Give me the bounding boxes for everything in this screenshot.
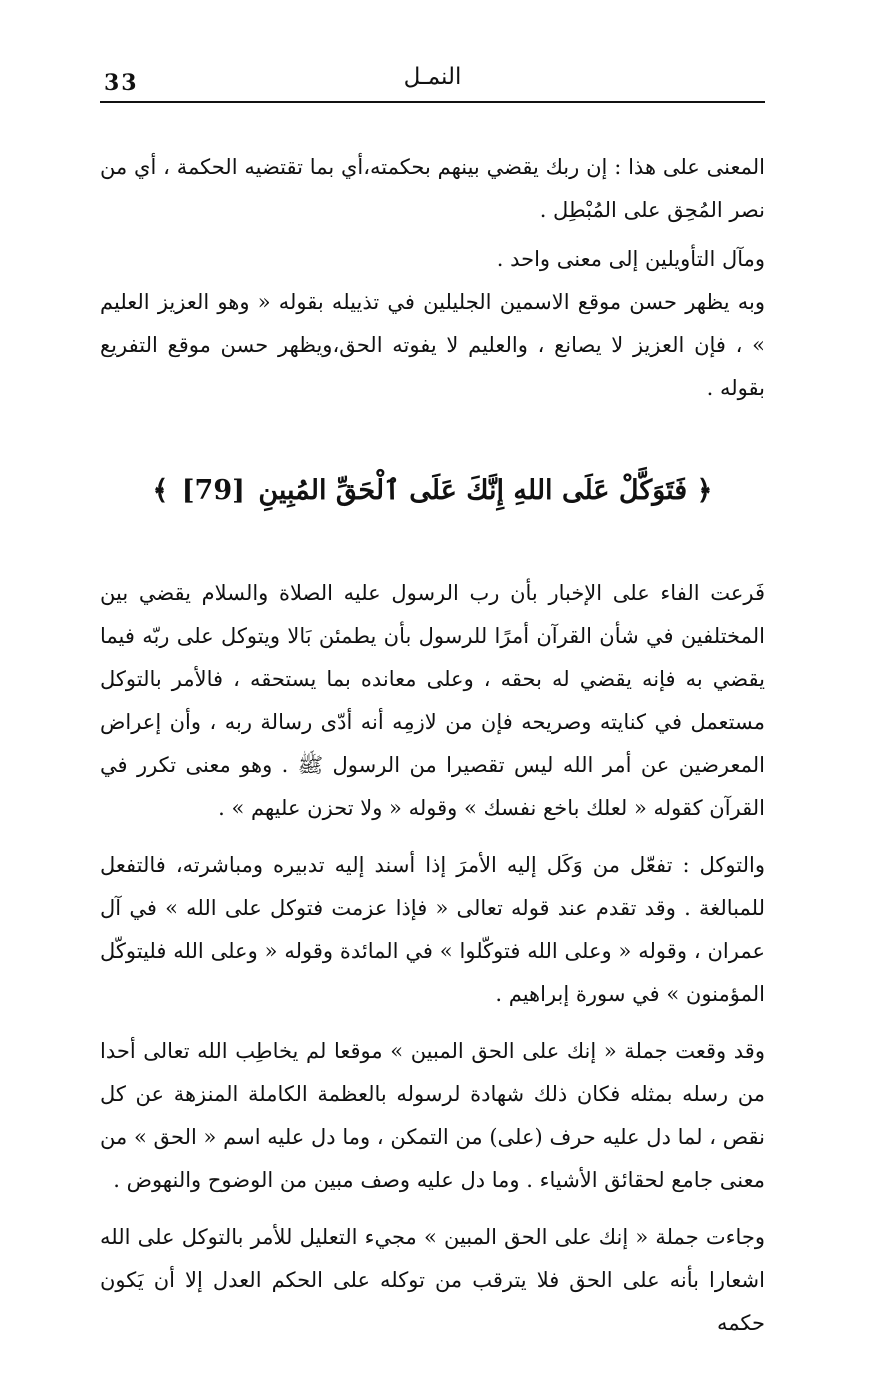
body-text (100, 146, 765, 1345)
page-header (100, 60, 765, 104)
verse-number: [79] (181, 475, 245, 506)
paragraph-3: وبه يظهر حسن موقع الاسمين الجليلين في تذييله بقوله « وهو العزيز العليم » ، فإن العزيز لا يصانع ، والعليم لا يفوته الحق،ويظهر حسن موقع التفريع بقوله . (100, 290, 765, 400)
verse-close-bracket: ﴾ (152, 475, 169, 506)
page-number: 33 (104, 70, 139, 96)
verse-text: فَتَوَكَّلْ عَلَى اللهِ إِنَّكَ عَلَى ٱلْحَقِّ المُبِينِ (258, 475, 688, 506)
verse-open-bracket: ﴿ (696, 475, 713, 506)
paragraph-5: والتوكل : تفعّل من وَكَل إليه الأمرَ إذا أسند إليه تدبيره ومباشرته، فالتفعل للمبالغة . وقد تقدم عند قوله تعالى « فإذا عزمت فتوكل على الله » في آل عمران ، وقوله « وعلى الله فتوكّلوا » في المائدة وقوله « وعلى الله فليتوكّل المؤمنون » في سورة إبراهيم . (100, 853, 765, 1006)
paragraph-4: فَرعت الفاء على الإخبار بأن رب الرسول عليه الصلاة والسلام يقضي بين المختلفين في شأن القرآن أمرًا للرسول بأن يطمئن بَالا ويتوكل على ربّه فيما يقضي به فإنه يقضي له بحقه ، وعلى معانده بما يستحقه ، فالأمر بالتوكل مستعمل في كنايته وصريحه فإن من لازمِه أنه أدّى رسالة ربه ، وأن إعراض المعرضين عن أمر الله ليس تقصيرا من الرسول ﷺ . وهو معنى تكرر في القرآن كقوله « لعلك باخع نفسك » وقوله « ولا تحزن عليهم » . (100, 581, 765, 820)
paragraph-6: وقد وقعت جملة « إنك على الحق المبين » موقعا لم يخاطِب الله تعالى أحدا من رسله بمثله فكان ذلك شهادة لرسوله بالعظمة الكاملة المنزهة عن كل نقص ، لما دل عليه حرف (على) من التمكن ، وما دل عليه اسم « الحق » من معنى جامع لحقائق الأشياء . وما دل عليه وصف مبين من الوضوح والنهوض . (100, 1039, 766, 1192)
paragraph-1: المعنى على هذا : إن ربك يقضي بينهم بحكمته،أي بما تقتضيه الحكمة ، أي من نصر المُحِق على المُبْطِل . (100, 155, 765, 222)
running-title: النمـل (403, 64, 462, 90)
header-divider (100, 101, 765, 103)
paragraph-7: وجاءت جملة « إنك على الحق المبين » مجيء التعليل للأمر بالتوكل على الله اشعارا بأنه على الحق فلا يترقب من توكله على الحكم العدل إلا أن يَكون حكمه (100, 1225, 765, 1335)
quran-verse (100, 466, 765, 516)
paragraph-2: ومآل التأويلين إلى معنى واحد . (496, 247, 765, 271)
